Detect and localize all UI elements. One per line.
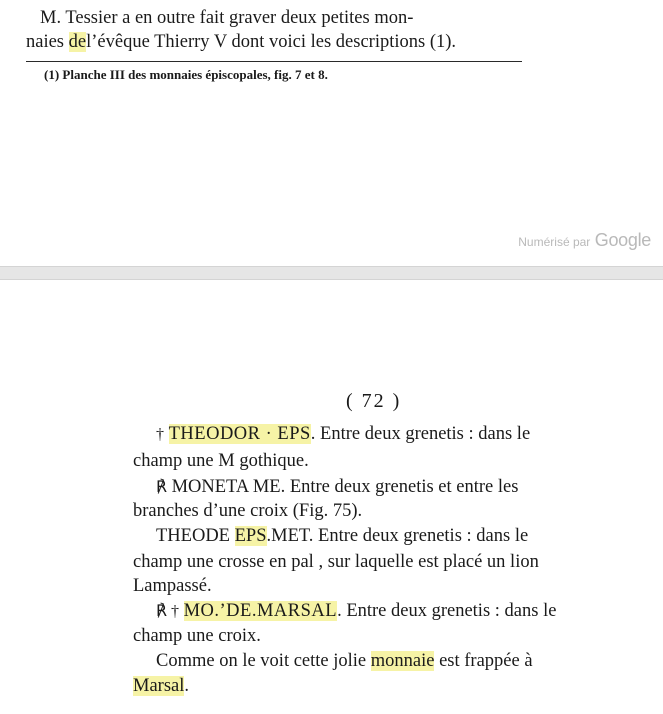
text-line: champ une M gothique.	[133, 451, 309, 471]
line-text: est frappée à	[434, 651, 533, 671]
watermark-prefix: Numérisé par	[518, 235, 591, 249]
text-line: champ une croix.	[133, 626, 261, 646]
search-highlight: de	[68, 32, 87, 52]
line-text: THEODE	[156, 526, 235, 546]
page-number: ( 72 )	[346, 390, 402, 412]
line-text: naies	[26, 32, 69, 52]
line-text: . Entre deux grenetis : dans le	[310, 424, 531, 444]
text-line: Lampassé.	[133, 576, 212, 596]
line-text: Comme on le voit cette jolie	[156, 651, 371, 671]
search-highlight: MO.’DE.MARSAL	[183, 601, 338, 621]
search-highlight: Marsal	[133, 676, 185, 696]
cross-symbol: †	[156, 426, 164, 443]
digitization-watermark	[518, 230, 651, 251]
text-line: champ une crosse en pal , sur laquelle est placé un lion	[133, 552, 539, 572]
text-line	[40, 8, 413, 29]
page-separator	[0, 266, 663, 280]
text-line	[156, 601, 556, 622]
footnote: (1) Planche III des monnaies épiscopales, fig. 7 et 8.	[44, 67, 328, 82]
line-text: M. Tessier a en outre fait graver deux petites mon-	[40, 8, 414, 28]
footnote-rule	[26, 61, 522, 62]
text-line	[156, 651, 533, 672]
top-page	[0, 0, 663, 266]
google-logo: Google	[594, 230, 651, 250]
text-line: branches d’une croix (Fig. 75).	[133, 501, 363, 521]
search-highlight: THEODOR · EPS	[168, 424, 311, 444]
reverse-cross-symbol: ℟ †	[156, 603, 179, 620]
text-line	[156, 526, 528, 547]
text-line	[133, 676, 189, 697]
line-text: l’évêque Thierry V dont voici les descriptions (1).	[86, 32, 457, 52]
search-highlight: EPS	[234, 526, 267, 546]
line-text: MONETA ME. Entre deux grenetis et entre les	[166, 477, 519, 497]
line-text: .MET. Entre deux grenetis : dans le	[266, 526, 529, 546]
text-line	[26, 32, 456, 53]
text-line	[156, 477, 518, 498]
line-text: .	[184, 676, 189, 696]
text-line	[156, 424, 530, 445]
reverse-symbol: ℟	[156, 479, 167, 496]
line-text: . Entre deux grenetis : dans le	[337, 601, 557, 621]
search-highlight: monnaie	[370, 651, 435, 671]
